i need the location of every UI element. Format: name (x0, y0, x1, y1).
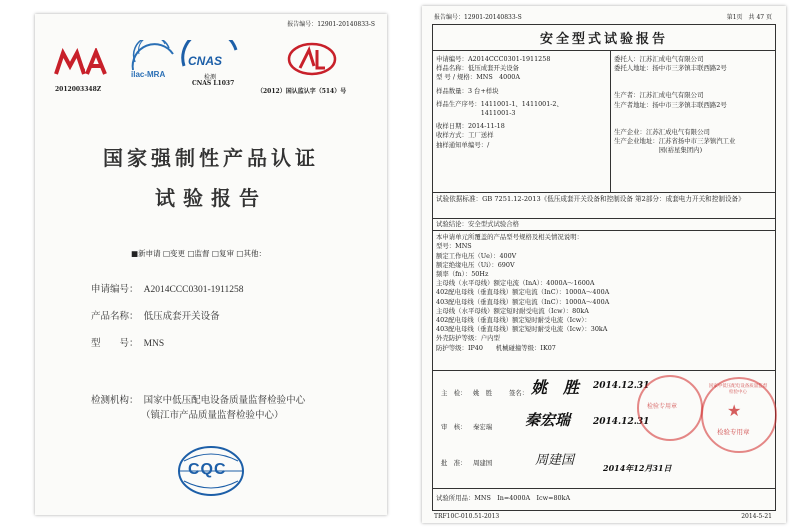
param-line: 403配电母线（垂直母线）额定电流（InC）：1000A～400A (436, 297, 610, 306)
info-line: 申请编号：A2014CCC0301-1911258 (436, 55, 551, 63)
tester-date: 2014.12.31 (593, 381, 650, 392)
approver-label: 批 准： (441, 459, 467, 468)
param-line: 防护等级：IP40 机械碰撞等级：IK07 (436, 343, 556, 352)
info-line: 1411001-3 (436, 109, 516, 118)
cqc-logo (176, 443, 246, 499)
info-line: 委托人：江苏汇成电气有限公司 (614, 55, 704, 63)
official-seal (701, 377, 777, 453)
cover-field-model (91, 331, 164, 350)
info-line: 生产企业：江苏汇成电气有限公司 (614, 127, 710, 136)
reviewer-date: 2014.12.31 (593, 417, 650, 428)
param-line: 主母线（水平母线）额定电流（InA）：4000A～1600A (436, 279, 595, 288)
param-line: 402配电母线（垂直母线）额定电流（InC）：1000A～400A (436, 288, 610, 297)
issue-date: 2014-5-21 (741, 513, 772, 520)
reviewer-name: 秦宏瑞 (473, 423, 493, 432)
info-line: 园(裕星集团内) (614, 146, 703, 155)
footer-values: 试验所用品：MNS In=4000A Icw=80kA (436, 494, 571, 503)
cnas-number: CNAS L1037 (192, 80, 235, 87)
sample-info-cell (433, 51, 611, 193)
cover-page (35, 14, 387, 515)
info-line: 生产者：江苏汇成电气有限公司 (614, 91, 704, 100)
reviewer-signature: 秦宏瑞 (525, 411, 571, 430)
ilac-label: ilac-MRA (131, 70, 166, 79)
report-table (432, 24, 776, 511)
signed-label: 签名： (509, 389, 529, 398)
cnas-sub: 检测 (204, 74, 217, 81)
param-line: 外壳防护等级：户内型 (436, 334, 500, 343)
cover-field-agency (91, 388, 305, 407)
parameters-cell (433, 231, 776, 371)
page-number: 第1页 共 47 页 (726, 14, 772, 21)
info-line: 收样方式：工厂送样 (436, 131, 494, 140)
cal-logo (257, 42, 381, 100)
field-value: 低压成套开关设备 (143, 312, 220, 322)
report-page (422, 6, 786, 523)
client-info-cell (611, 51, 776, 193)
seal-text: 检验专用章 (717, 428, 750, 437)
approver-date: 2014年12月31日 (603, 463, 672, 474)
info-line: 型 号 / 规格：MNS 4000A (436, 73, 520, 82)
signature-cell (433, 371, 776, 489)
cma-logo (53, 48, 111, 93)
cnas-logo (180, 40, 240, 100)
param-line: 频率（fn）：50Hz (436, 270, 489, 279)
report-title: 安全型式试验报告 (539, 32, 668, 47)
approver-signature: 周建国 (535, 453, 575, 469)
param-line: 型号：MNS (436, 242, 472, 251)
info-line: 收样日期：2014-11-18 (436, 122, 505, 131)
field-label: 型 号： (91, 338, 139, 349)
tester-label: 主 检： (441, 389, 467, 398)
seal-star-icon: ★ (727, 401, 742, 421)
application-type-checkboxes: ■新申请 □变更 □监督 □复审 □其他： (131, 249, 266, 258)
report-page-no-header: 报告编号：12901-20140833-S (434, 14, 522, 21)
test-basis: 试验依据标准：GB 7251.12-2013《低压成套开关设备和控制设备 第2部分：成套电力开关和控制设备》 (436, 195, 745, 203)
cma-number: 2012003348Z (55, 86, 102, 93)
cover-title: 国家强制性产品认证 (103, 146, 319, 170)
field-label: 产品名称： (91, 311, 139, 322)
reviewer-label: 审 核： (441, 423, 467, 432)
info-line: 生产企业地址：江苏省扬中市三茅镇汽工业 (614, 137, 736, 146)
tester-signature: 姚 胜 (531, 378, 580, 398)
test-conclusion: 试验结论：安全型式试验合格 (436, 220, 520, 228)
info-line: 生产者地址：扬中市三茅镇丰联西路2号 (614, 100, 727, 109)
cover-report-no: 报告编号：12901-20140833-S (287, 21, 375, 28)
cqc-label: CQC (188, 461, 227, 478)
approver-name: 周建国 (473, 459, 493, 468)
field-label: 检测机构： (91, 395, 139, 406)
param-line: 403配电母线（垂直母线）额定短时耐受电流（Icw）：30kA (436, 325, 608, 334)
cover-agency-secondary: （镇江市产品质量监督检验中心） (141, 410, 284, 421)
param-line: 额定工作电压（Ue）：400V (436, 251, 517, 260)
param-line: 402配电母线（垂直母线）额定短时耐受电流（Icw）： (436, 316, 591, 325)
seal-text: 检验专用章 (647, 403, 678, 411)
info-line: 样品数量：3 台+样块 (436, 86, 499, 95)
seal-ring-text: 国家中低压配电设备质量监督检验中心 (708, 384, 768, 396)
param-line: 主母线（水平母线）额定短时耐受电流（Icw）：80kA (436, 306, 589, 315)
cnas-label: CNAS (188, 54, 223, 68)
info-line: 抽样通知单编号：/ (436, 140, 490, 149)
ilac-mra-logo (127, 40, 179, 86)
form-number: TRF10C-010.51-2013 (434, 513, 500, 520)
inspection-seal (637, 375, 703, 441)
cover-field-application-no (91, 277, 244, 296)
field-value: 国家中低压配电设备质量监督检验中心 (143, 395, 306, 406)
cover-field-product-name (91, 304, 220, 323)
param-line: 本申请单元所覆盖的产品型号规格及相关情况说明： (436, 233, 583, 242)
field-label: 申请编号： (91, 284, 139, 295)
field-value: MNS (143, 339, 165, 349)
cal-number: （2012）国认监认字（514）号 (257, 88, 347, 95)
info-line: 样品名称：低压成套开关设备 (436, 64, 520, 73)
info-line: 样品生产序号：1411001-1、1411001-2、 (436, 99, 563, 108)
cover-subtitle: 试验报告 (155, 186, 267, 210)
tester-name: 姚 胜 (473, 389, 493, 398)
field-value: A2014CCC0301-1911258 (143, 285, 244, 295)
param-line: 额定绝缘电压（Ui）：690V (436, 260, 515, 269)
info-line: 委托人地址：扬中市三茅镇丰联西路2号 (614, 64, 727, 73)
